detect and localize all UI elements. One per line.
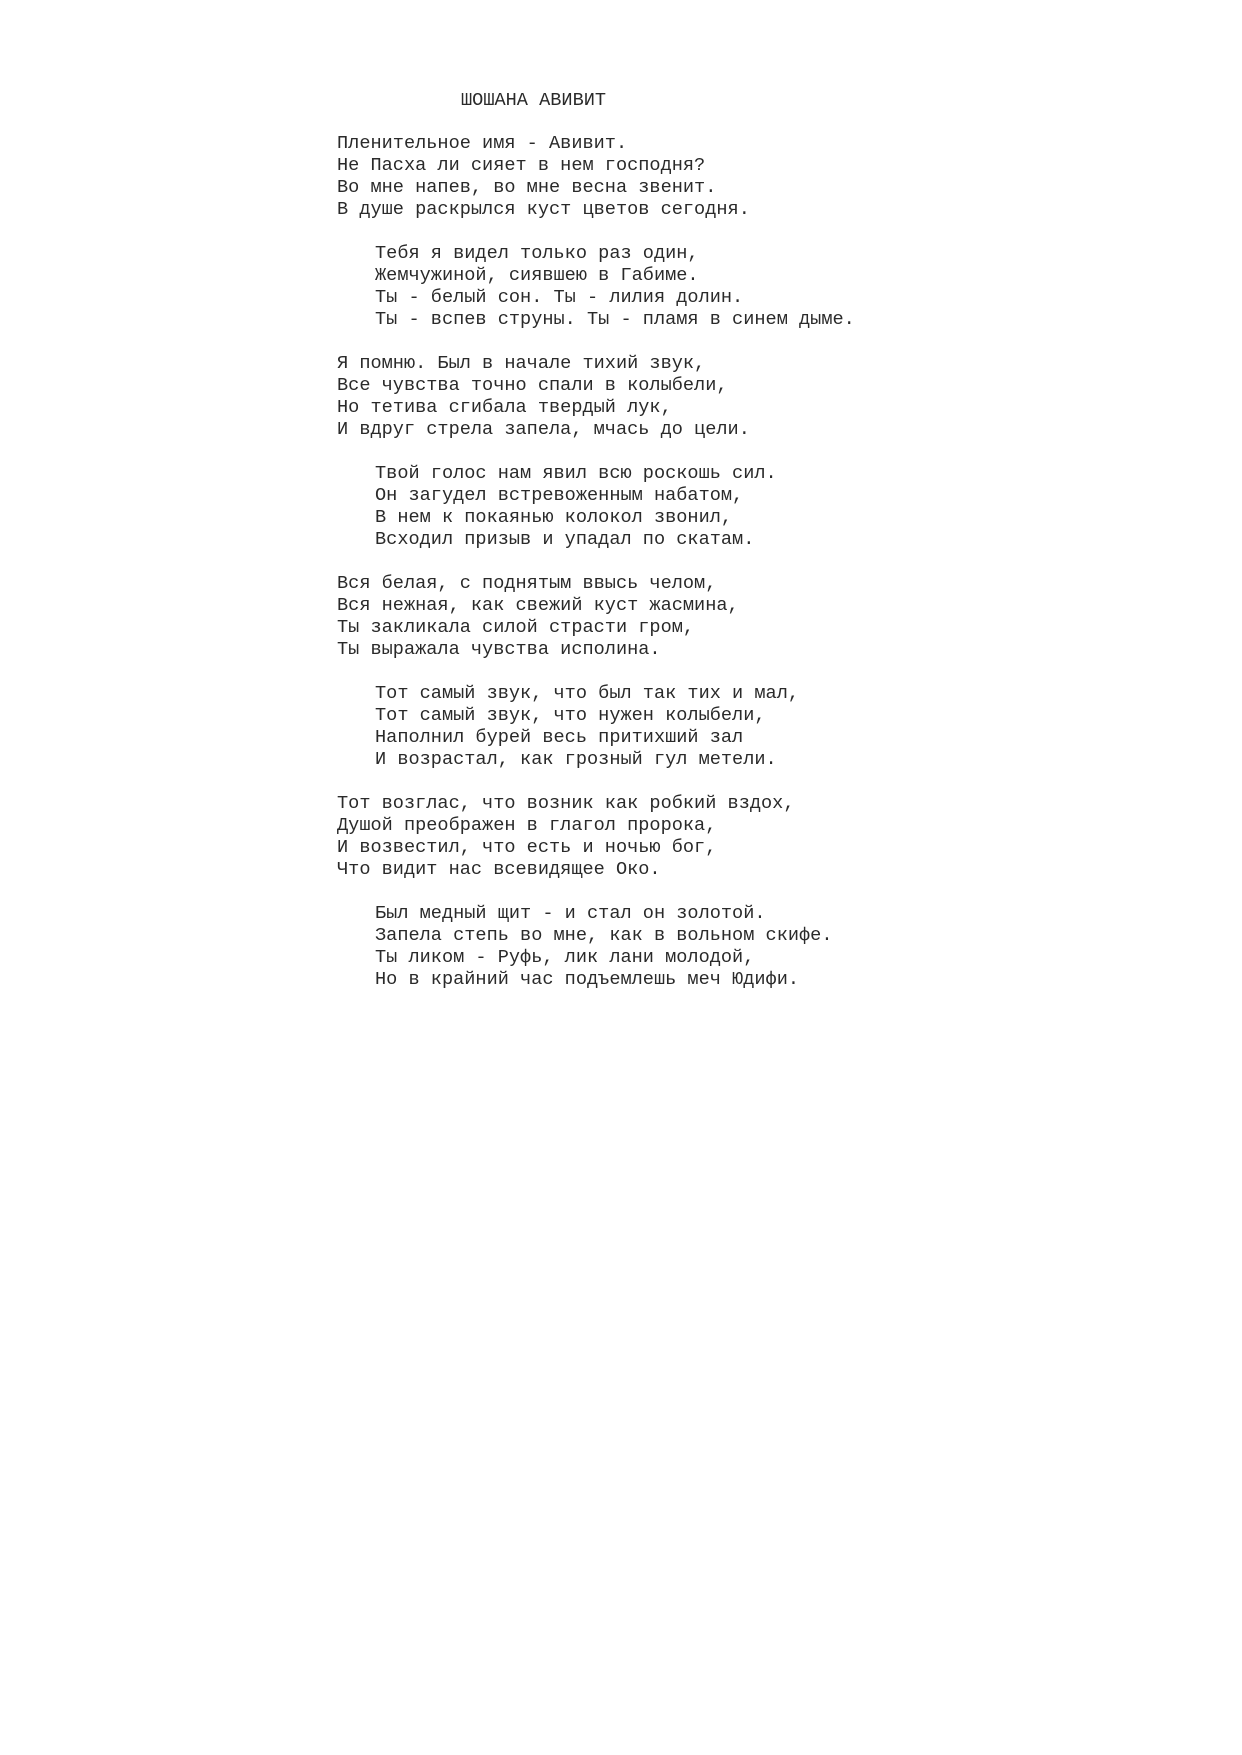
poem-line: Ты - вспев струны. Ты - пламя в синем дыме. <box>375 309 855 330</box>
poem-line: Запела степь во мне, как в вольном скифе. <box>375 925 833 946</box>
poem-line: В душе раскрылся куст цветов сегодня. <box>337 199 750 220</box>
poem-line: Наполнил бурей весь притихший зал <box>375 727 744 748</box>
stanza-2 <box>337 243 1217 331</box>
stanza-1 <box>337 133 1217 221</box>
poem-line: Ты закликала силой страсти гром, <box>337 617 695 638</box>
poem-line: В нем к покаянью колокол звонил, <box>375 507 733 528</box>
poem-line: Ты выражала чувства исполина. <box>337 639 661 660</box>
poem-line: Но в крайний час подъемлешь меч Юдифи. <box>375 969 800 990</box>
poem-line: Тот самый звук, что был так тих и мал, <box>375 683 800 704</box>
poem-line: Твой голос нам явил всю роскошь сил. <box>375 463 777 484</box>
poem-line: Тебя я видел только раз один, <box>375 243 699 264</box>
poem-line: Пленительное имя - Авивит. <box>337 133 628 154</box>
stanza-3 <box>337 353 1217 441</box>
poem-line: Ты - белый сон. Ты - лилия долин. <box>375 287 744 308</box>
poem-line: Вся нежная, как свежий куст жасмина, <box>337 595 739 616</box>
poem-line: И вдруг стрела запела, мчась до цели. <box>337 419 750 440</box>
poem-line: Что видит нас всевидящее Око. <box>337 859 661 880</box>
poem-line: Он загудел встревоженным набатом, <box>375 485 744 506</box>
stanza-7 <box>337 793 1217 881</box>
stanza-4 <box>337 463 1217 551</box>
poem-line: Ты ликом - Руфь, лик лани молодой, <box>375 947 755 968</box>
poem-body <box>337 133 1217 1013</box>
poem-title: ШОШАНА АВИВИТ <box>461 90 607 111</box>
poem-line: Во мне напев, во мне весна звенит. <box>337 177 717 198</box>
poem-line: Был медный щит - и стал он золотой. <box>375 903 766 924</box>
poem-line: Тот возглас, что возник как робкий вздох, <box>337 793 795 814</box>
poem-line: Тот самый звук, что нужен колыбели, <box>375 705 766 726</box>
poem-line: Душой преображен в глагол пророка, <box>337 815 717 836</box>
poem-line: Не Пасха ли сияет в нем господня? <box>337 155 706 176</box>
poem-line: Все чувства точно спали в колыбели, <box>337 375 728 396</box>
poem-line: И возрастал, как грозный гул метели. <box>375 749 777 770</box>
poem-line: Всходил призыв и упадал по скатам. <box>375 529 755 550</box>
poem-line: Я помню. Был в начале тихий звук, <box>337 353 706 374</box>
poem-line: И возвестил, что есть и ночью бог, <box>337 837 717 858</box>
stanza-8 <box>337 903 1217 991</box>
poem-line: Вся белая, с поднятым ввысь челом, <box>337 573 717 594</box>
stanza-6 <box>337 683 1217 771</box>
poem-line: Жемчужиной, сиявшею в Габиме. <box>375 265 699 286</box>
stanza-5 <box>337 573 1217 661</box>
poem-line: Но тетива сгибала твердый лук, <box>337 397 672 418</box>
